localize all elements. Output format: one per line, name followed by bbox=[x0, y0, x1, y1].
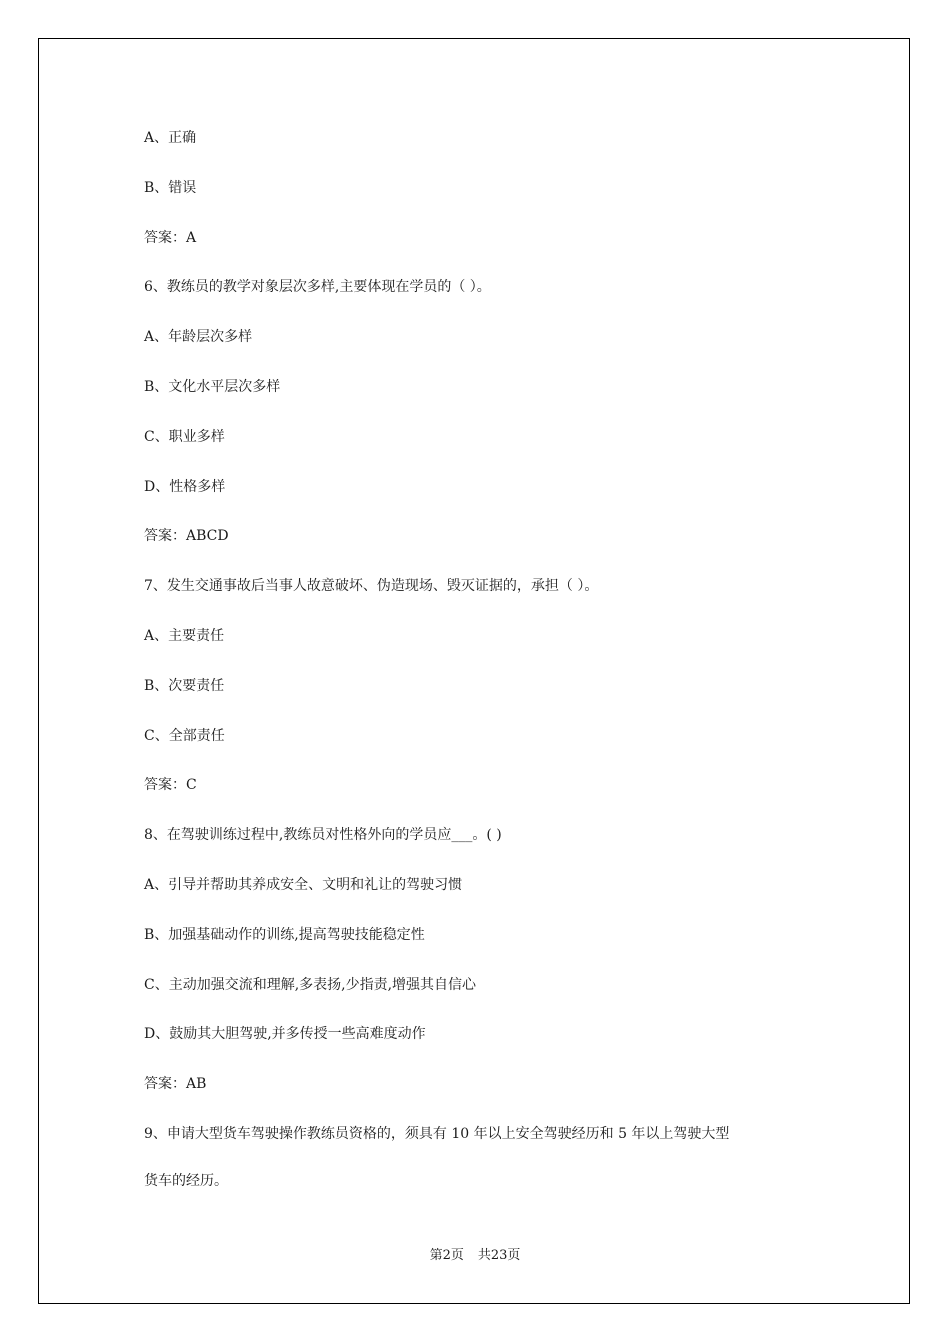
option-line: A、正确 bbox=[144, 130, 197, 146]
option-line: A、引导并帮助其养成安全、文明和礼让的驾驶习惯 bbox=[144, 876, 463, 893]
option-line: B、加强基础动作的训练,提高驾驶技能稳定性 bbox=[144, 926, 425, 943]
option-line: B、文化水平层次多样 bbox=[144, 378, 281, 395]
answer-line: 答案：ABCD bbox=[144, 528, 229, 545]
option-line: D、性格多样 bbox=[144, 478, 226, 495]
page-number: 第2页 bbox=[429, 1248, 464, 1263]
option-line: B、错误 bbox=[144, 179, 197, 196]
question-line: 8、在驾驶训练过程中,教练员对性格外向的学员应___。( ) bbox=[144, 827, 502, 844]
question-line: 6、教练员的教学对象层次多样,主要体现在学员的（ ）。 bbox=[144, 279, 491, 296]
option-line: B、次要责任 bbox=[144, 677, 225, 694]
answer-line: 答案：A bbox=[144, 229, 197, 246]
option-line: D、鼓励其大胆驾驶,并多传授一些高难度动作 bbox=[144, 1026, 426, 1043]
answer-line: 答案：C bbox=[144, 777, 197, 794]
page-total: 共23页 bbox=[477, 1248, 521, 1263]
question-line: 9、申请大型货车驾驶操作教练员资格的，须具有 10 年以上安全驾驶经历和 5 年以上驾驶大型 bbox=[144, 1125, 730, 1142]
document-body bbox=[144, 124, 824, 1217]
question-line: 7、发生交通事故后当事人故意破坏、伪造现场、毁灭证据的，承担（ ）。 bbox=[144, 578, 599, 595]
option-line: C、主动加强交流和理解,多表扬,少指责,增强其自信心 bbox=[144, 976, 477, 993]
question-line-continued: 货车的经历。 bbox=[144, 1172, 228, 1189]
answer-line: 答案：AB bbox=[144, 1076, 207, 1093]
option-line: C、职业多样 bbox=[144, 428, 225, 445]
option-line: A、年龄层次多样 bbox=[144, 329, 253, 346]
page-footer bbox=[0, 1246, 950, 1266]
option-line: C、全部责任 bbox=[144, 727, 225, 744]
option-line: A、主要责任 bbox=[144, 627, 225, 644]
